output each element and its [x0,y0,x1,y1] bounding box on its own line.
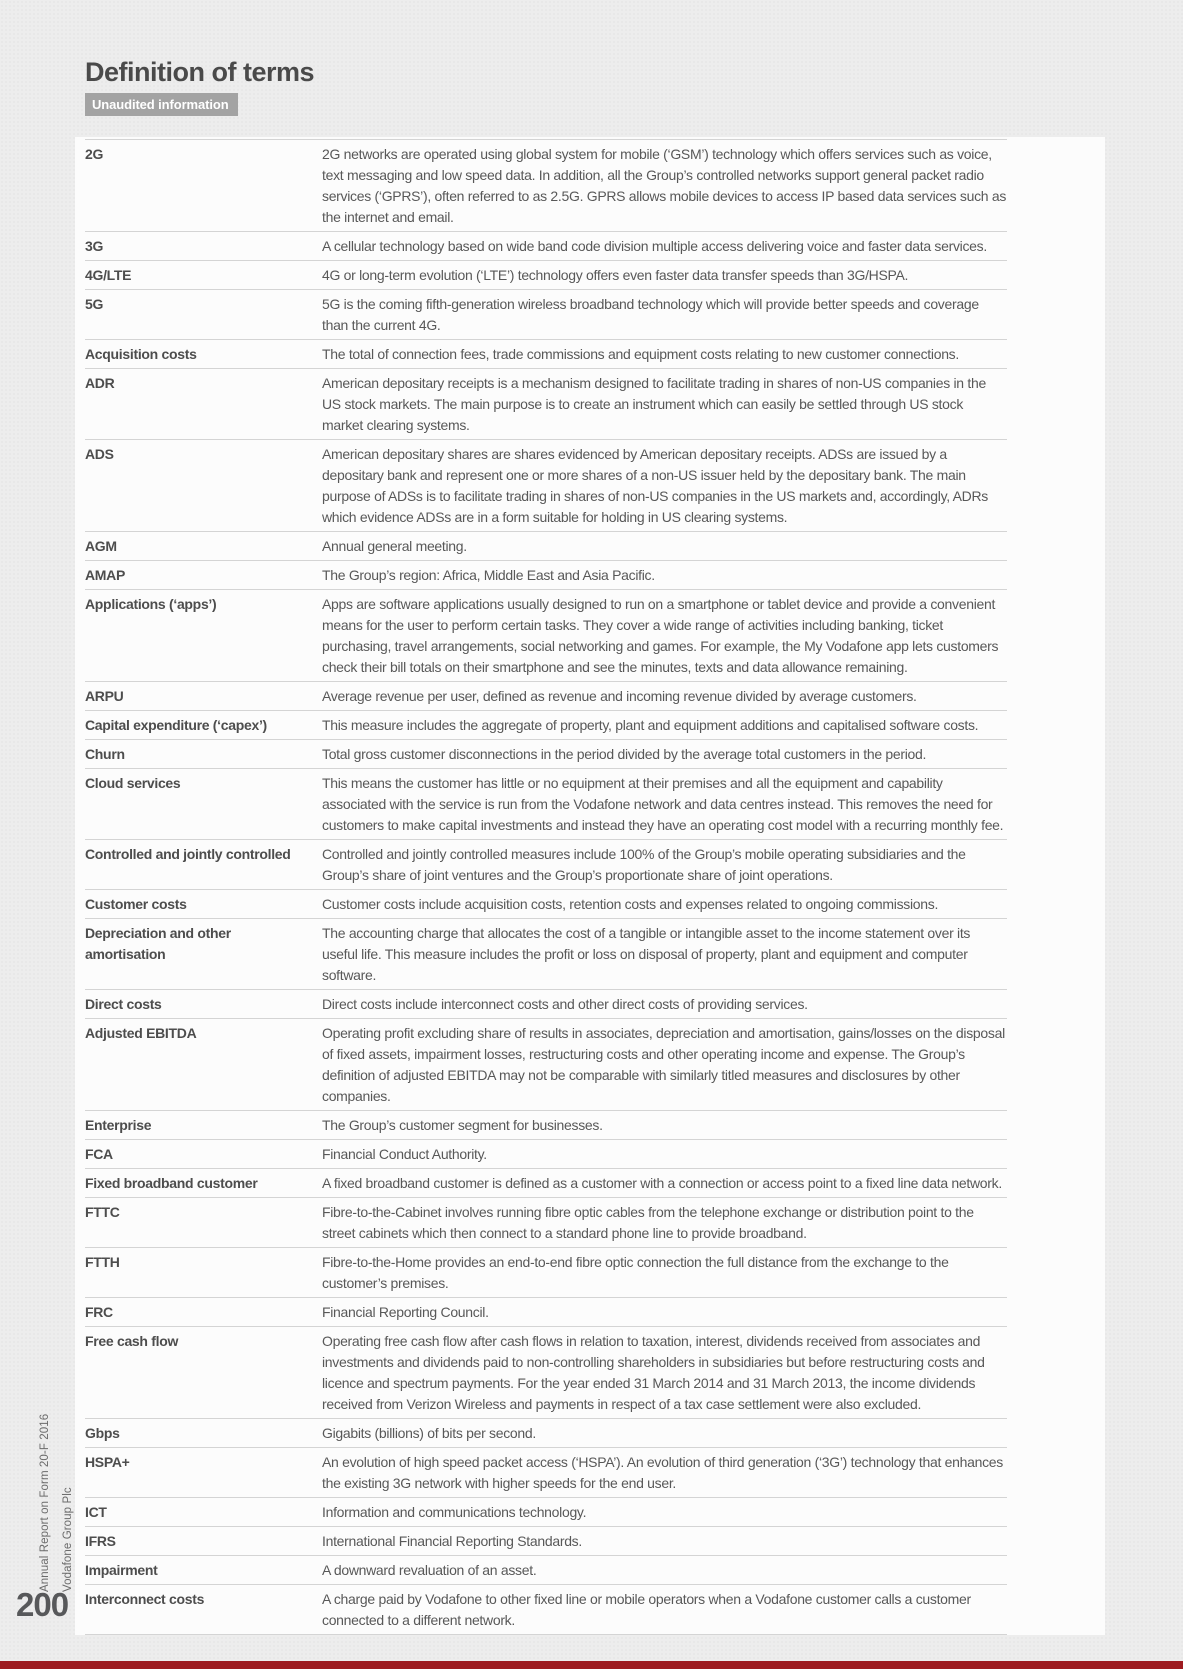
definition-cell: The Group’s customer segment for businesses. [322,1117,603,1133]
table-row [85,139,1007,231]
definition-cell: American depositary shares are shares evidenced by American depositary receipts. ADSs are issued by a depositary bank and represent one or more shares of a non-US issuer held by the depositary bank. The main purpose of ADSs is to facilitate trading in shares of non-US companies in the US markets and, accordingly, ADRs which evidence ADSs are in a form suitable for holding in US clearing systems. [322,446,989,525]
term-cell: AMAP [85,567,126,583]
term-cell: 4G/LTE [85,267,132,283]
definition-cell: Controlled and jointly controlled measures include 100% of the Group’s mobile operating subsidiaries and the Group’s share of joint ventures and the Group’s proportionate share of joint operations. [322,846,966,883]
table-row [85,889,1007,918]
table-row [85,260,1007,289]
definition-cell: Financial Reporting Council. [322,1304,489,1320]
term-cell: FCA [85,1146,113,1162]
table-row [85,710,1007,739]
content-sheet [75,137,1105,1635]
table-row [85,839,1007,889]
table-row [85,989,1007,1018]
definition-cell: American depositary receipts is a mechanism designed to facilitate trading in shares of non-US companies in the US stock markets. The main purpose is to create an instrument which can easily be settled through US stock market clearing systems. [322,375,986,433]
definition-cell: The accounting charge that allocates the cost of a tangible or intangible asset to the income statement over its useful life. This measure includes the profit or loss on disposal of property, plant and equipment and computer software. [322,925,971,983]
definition-cell: This means the customer has little or no equipment at their premises and all the equipment and capability associated with the service is run from the Vodafone network and data centres instead. This removes the need for customers to make capital investments and instead they have an operating cost model with a recurring monthly fee. [322,775,1004,833]
table-row [85,681,1007,710]
page-number: 200 [16,1586,69,1623]
definition-cell: Apps are software applications usually designed to run on a smartphone or tablet device and provide a convenient means for the user to perform certain tasks. They cover a wide range of activities including banking, ticket purchasing, travel arrangements, social networking and games. For example, the My Vodafone app lets customers check their bill totals on their smartphone and see the minutes, texts and data allowance remaining. [322,596,999,675]
table-row [85,339,1007,368]
definition-cell: A downward revaluation of an asset. [322,1562,537,1578]
table-row [85,739,1007,768]
term-cell: ADR [85,375,115,391]
term-cell: Gbps [85,1425,120,1441]
definition-cell: Fibre-to-the-Home provides an end-to-end fibre optic connection the full distance from the exchange to the customer’s premises. [322,1254,949,1291]
term-cell: Depreciation and other amortisation [85,925,231,962]
table-row [85,1326,1007,1418]
table-row [85,1110,1007,1139]
definition-cell: A fixed broadband customer is defined as a customer with a connection or access point to a fixed line data network. [322,1175,1002,1191]
term-cell: Cloud services [85,775,181,791]
definition-cell: Customer costs include acquisition costs, retention costs and expenses related to ongoing commissions. [322,896,939,912]
term-cell: AGM [85,538,117,554]
term-cell: ARPU [85,688,124,704]
term-cell: FTTH [85,1254,120,1270]
term-cell: Adjusted EBITDA [85,1025,197,1041]
definition-cell: Annual general meeting. [322,538,467,554]
table-row [85,918,1007,989]
definition-cell: Gigabits (billions) of bits per second. [322,1425,536,1441]
table-row [85,589,1007,681]
table-row [85,289,1007,339]
table-row [85,1297,1007,1326]
definition-cell: 2G networks are operated using global system for mobile (‘GSM’) technology which offers services such as voice, text messaging and low speed data. In addition, all the Group’s controlled networks support general packet radio services (‘GPRS’), often referred to as 2.5G. GPRS allows mobile devices to access IP based data services such as the internet and email. [322,146,1007,225]
term-cell: IFRS [85,1533,116,1549]
term-cell: Applications (‘apps’) [85,596,217,612]
definitions-table [85,139,1007,1635]
table-row [85,231,1007,260]
term-cell: Free cash flow [85,1333,179,1349]
table-row [85,1497,1007,1526]
term-cell: Acquisition costs [85,346,197,362]
term-cell: Churn [85,746,125,762]
definition-cell: The Group’s region: Africa, Middle East and Asia Pacific. [322,567,655,583]
term-cell: Impairment [85,1562,158,1578]
table-row [85,1555,1007,1584]
definition-cell: Average revenue per user, defined as revenue and incoming revenue divided by average customers. [322,688,917,704]
term-cell: ICT [85,1504,107,1520]
table-row [85,560,1007,589]
term-cell: 2G [85,146,104,162]
definition-cell: Information and communications technology. [322,1504,587,1520]
term-cell: Fixed broadband customer [85,1175,258,1191]
definition-cell: Financial Conduct Authority. [322,1146,487,1162]
term-cell: HSPA+ [85,1454,130,1470]
table-row [85,1584,1007,1634]
table-row [85,1526,1007,1555]
table-row [85,1139,1007,1168]
table-row [85,531,1007,560]
term-cell: FTTC [85,1204,120,1220]
definition-cell: 5G is the coming fifth-generation wireless broadband technology which will provide better speeds and coverage than the current 4G. [322,296,979,333]
table-row [85,1018,1007,1110]
definition-cell: International Financial Reporting Standards. [322,1533,582,1549]
term-cell: Controlled and jointly controlled [85,846,291,862]
table-row [85,1197,1007,1247]
term-cell: ADS [85,446,114,462]
definition-cell: An evolution of high speed packet access (‘HSPA’). An evolution of third generation (‘3G’) technology that enhances the existing 3G network with higher speeds for the end user. [322,1454,1003,1491]
definition-cell: Fibre-to-the-Cabinet involves running fibre optic cables from the telephone exchange or distribution point to the street cabinets which then connect to a standard phone line to provide broadband. [322,1204,974,1241]
term-cell: FRC [85,1304,113,1320]
sidebar-vertical-text [34,1414,80,1592]
term-cell: Capital expenditure (‘capex’) [85,717,267,733]
table-row [85,439,1007,531]
table-row [85,768,1007,839]
definition-cell: A charge paid by Vodafone to other fixed line or mobile operators when a Vodafone customer calls a customer connected to a different network. [322,1591,971,1628]
table-row [85,368,1007,439]
term-cell: 5G [85,296,104,312]
definition-cell: Operating profit excluding share of results in associates, depreciation and amortisation, gains/losses on the disposal of fixed assets, impairment losses, restructuring costs and other operating income and expense. The Group’s definition of adjusted EBITDA may not be comparable with similarly titled measures and disclosures by other companies. [322,1025,1005,1104]
definition-cell: 4G or long-term evolution (‘LTE’) technology offers even faster data transfer speeds than 3G/HSPA. [322,267,909,283]
footer-accent-bar [0,1661,1183,1669]
term-cell: Interconnect costs [85,1591,205,1607]
definition-cell: Direct costs include interconnect costs and other direct costs of providing services. [322,996,808,1012]
sidebar-report-line: Annual Report on Form 20-F 2016 [39,1413,51,1592]
table-row [85,1418,1007,1447]
term-cell: Enterprise [85,1117,152,1133]
table-row [85,1447,1007,1497]
definition-cell: A cellular technology based on wide band code division multiple access delivering voice and faster data services. [322,238,987,254]
sidebar-brand-line: Vodafone Group Plc [62,1487,74,1592]
table-row [85,1247,1007,1297]
term-cell: Customer costs [85,896,187,912]
term-cell: Direct costs [85,996,162,1012]
definition-cell: This measure includes the aggregate of property, plant and equipment additions and capitalised software costs. [322,717,979,733]
table-row [85,1168,1007,1197]
page-title: Definition of terms [85,57,315,87]
term-cell: 3G [85,238,104,254]
definition-cell: The total of connection fees, trade commissions and equipment costs relating to new customer connections. [322,346,959,362]
definition-cell: Total gross customer disconnections in the period divided by the average total customers in the period. [322,746,927,762]
unaudited-information-badge: Unaudited information [85,93,238,116]
definition-cell: Operating free cash flow after cash flows in relation to taxation, interest, dividends received from associates and investments and dividends paid to non-controlling shareholders in subsidiaries but before restructuring costs and licence and spectrum payments. For the year ended 31 March 2014 and 31 March 2013, the income dividends received from Verizon Wireless and payments in respect of a tax case settlement were also excluded. [322,1333,985,1412]
